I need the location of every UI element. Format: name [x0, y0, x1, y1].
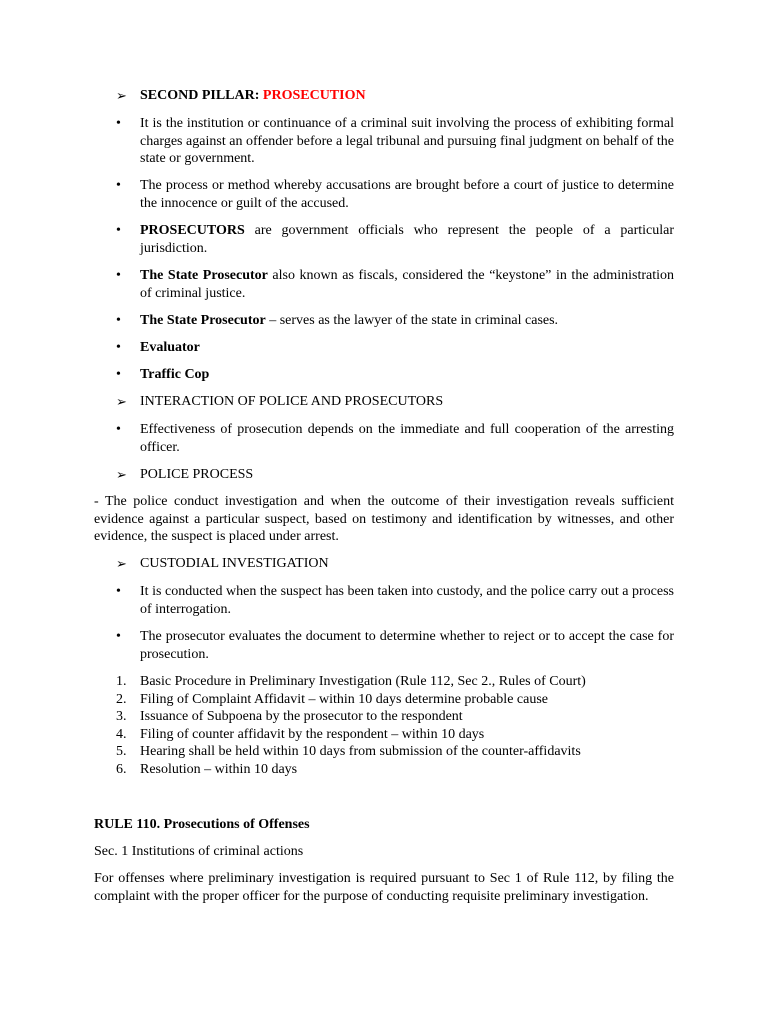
list-item — [116, 222, 674, 257]
rule-paragraph: For offenses where preliminary investigation is required pursuant to Sec 1 of Rule 112, by filing the complaint with the proper officer for the purpose of conducting requisite preliminary investigation. — [94, 871, 674, 904]
rule-title-text: RULE 110. Prosecutions of Offenses — [94, 817, 310, 832]
list-item — [116, 267, 674, 302]
list-item-text: are government officials who represent the people of a particular jurisdiction. — [140, 223, 674, 256]
section-heading-police-process — [116, 466, 674, 484]
numbered-step — [116, 761, 674, 779]
bullet-icon: • — [116, 629, 121, 644]
bullet-icon: • — [116, 268, 121, 283]
section-heading-text: CUSTODIAL INVESTIGATION — [140, 556, 329, 571]
step-number: 4. — [116, 727, 127, 742]
list-item — [116, 421, 674, 456]
step-text: Issuance of Subpoena by the prosecutor to the respondent — [140, 709, 463, 724]
numbered-step — [116, 673, 674, 691]
list-item — [116, 628, 674, 663]
section-heading-custodial — [116, 555, 674, 573]
list-item — [116, 366, 674, 384]
list-item-text: also known as fiscals, considered the “keystone” in the administration of criminal justice. — [140, 268, 674, 301]
step-text: Basic Procedure in Preliminary Investigation (Rule 112, Sec 2., Rules of Court) — [140, 674, 586, 689]
numbered-step — [116, 726, 674, 744]
bullet-icon: • — [116, 422, 121, 437]
list-item — [116, 339, 674, 357]
list-item-text: It is conducted when the suspect has been taken into custody, and the police carry out a process of interrogation. — [140, 584, 674, 617]
step-number: 1. — [116, 674, 127, 689]
bullet-icon: • — [116, 367, 121, 382]
list-item-text: – serves as the lawyer of the state in criminal cases. — [265, 313, 559, 328]
arrow-bullet-icon: ➢ — [116, 467, 127, 482]
bullet-icon: • — [116, 584, 121, 599]
step-number: 2. — [116, 692, 127, 707]
numbered-step — [116, 708, 674, 726]
step-text: Resolution – within 10 days — [140, 762, 298, 777]
section-heading-text: POLICE PROCESS — [140, 467, 254, 482]
arrow-bullet-icon: ➢ — [116, 556, 127, 571]
bullet-icon: • — [116, 340, 121, 355]
list-item-text: It is the institution or continuance of a criminal suit involving the process of exhibiting formal charges against an offender before a legal tribunal and pursuing final judgment on behalf of the state or government. — [140, 116, 674, 166]
list-item — [116, 177, 674, 212]
step-text: Filing of counter affidavit by the respondent – within 10 days — [140, 727, 485, 742]
list-item — [116, 312, 674, 330]
list-item-bold: The State Prosecutor — [140, 313, 266, 328]
rule-title — [94, 816, 674, 834]
numbered-step — [116, 691, 674, 709]
step-text: Filing of Complaint Affidavit – within 10 days determine probable cause — [140, 692, 549, 707]
police-process-paragraph: - The police conduct investigation and when the outcome of their investigation reveals sufficient evidence against a particular suspect, based on testimony and identification by witnesses, and other evidence, the suspect is placed under arrest. — [94, 494, 674, 544]
list-item-bold: PROSECUTORS — [140, 223, 245, 238]
section-heading-text: INTERACTION OF POLICE AND PROSECUTORS — [140, 394, 444, 409]
bullet-icon: • — [116, 313, 121, 328]
list-item-bold: The State Prosecutor — [140, 268, 268, 283]
bullet-icon: • — [116, 223, 121, 238]
heading-prefix: SECOND PILLAR: — [140, 88, 263, 103]
bullet-icon: • — [116, 116, 121, 131]
list-item — [116, 115, 674, 168]
arrow-bullet-icon: ➢ — [116, 88, 127, 103]
list-item-text: The process or method whereby accusations are brought before a court of justice to determine the innocence or guilt of the accused. — [140, 178, 674, 211]
list-item — [116, 583, 674, 618]
arrow-bullet-icon: ➢ — [116, 394, 127, 409]
list-item-bold: Traffic Cop — [140, 367, 210, 382]
heading-highlight: PROSECUTION — [262, 88, 366, 103]
bullet-icon: • — [116, 178, 121, 193]
numbered-step — [116, 743, 674, 761]
rule-section: Sec. 1 Institutions of criminal actions — [94, 844, 304, 859]
section-heading-interaction — [116, 393, 674, 411]
step-number: 6. — [116, 762, 127, 777]
section-heading-second-pillar — [116, 87, 674, 105]
step-number: 3. — [116, 709, 127, 724]
step-text: Hearing shall be held within 10 days from submission of the counter-affidavits — [140, 744, 581, 759]
list-item-bold: Evaluator — [140, 340, 200, 355]
list-item-text: Effectiveness of prosecution depends on the immediate and full cooperation of the arresting officer. — [140, 422, 674, 455]
list-item-text: The prosecutor evaluates the document to determine whether to reject or to accept the case for prosecution. — [140, 629, 674, 662]
step-number: 5. — [116, 744, 127, 759]
